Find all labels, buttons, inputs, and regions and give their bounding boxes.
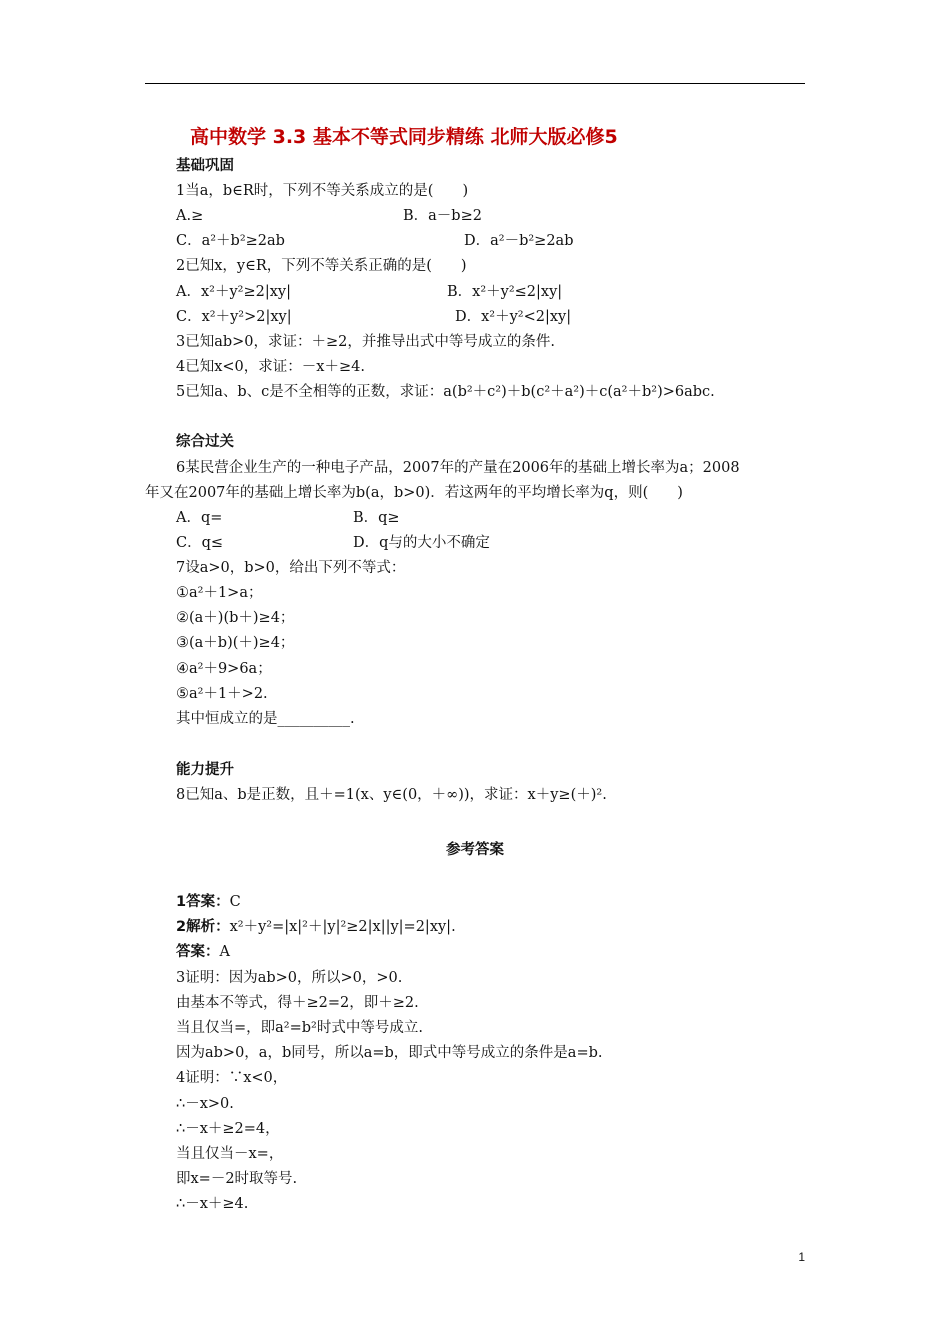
answer-2-result-value: A (219, 944, 230, 960)
question-7-blank: 其中恒成立的是__________. (176, 711, 355, 727)
question-1: 1当a，b∈R时，下列不等关系成立的是( ) (176, 183, 469, 199)
answer-3-line-1: 3证明：因为ab>0，所以>0，>0. (176, 970, 403, 986)
question-2-option-d: D．x²＋y²<2|xy| (455, 309, 572, 325)
question-1-option-d: D．a²－b²≥2ab (464, 233, 574, 249)
answer-4-line-5: 即x=－2时取等号. (176, 1171, 298, 1187)
answer-4-line-4: 当且仅当－x=， (176, 1146, 284, 1162)
question-7-item-5: ⑤a²＋1＋>2. (176, 686, 268, 702)
document-title: 高中数学 3.3 基本不等式同步精练 北师大版必修5 (190, 126, 618, 148)
answer-2-result-label: 答案： (176, 944, 220, 960)
question-3: 3已知ab>0，求证：＋≥2，并推导出式中等号成立的条件. (176, 334, 556, 350)
answer-1-value: C (229, 894, 241, 910)
question-5: 5已知a、b、c是不全相等的正数，求证：a(b²＋c²)＋b(c²＋a²)＋c(a²＋b²)>6abc. (176, 384, 715, 400)
question-2-option-c: C．x²＋y²>2|xy| (176, 309, 292, 325)
question-6-option-b: B．q≥ (353, 510, 400, 526)
question-7-item-4: ④a²＋9>6a； (176, 661, 272, 677)
answer-1-label: 1答案： (176, 894, 230, 910)
question-2: 2已知x，y∈R，下列不等关系正确的是( ) (176, 258, 467, 274)
answers-heading: 参考答案 (446, 842, 504, 858)
question-6-option-a: A．q= (176, 510, 223, 526)
answer-2-label: 2解析： (176, 919, 230, 935)
answer-3-line-4: 因为ab>0，a，b同号，所以a=b，即式中等号成立的条件是a=b. (176, 1045, 603, 1061)
header-rule (145, 83, 805, 84)
question-1-option-a: A.≥ (176, 208, 204, 224)
question-1-option-c: C．a²＋b²≥2ab (176, 233, 285, 249)
question-2-option-a: A．x²＋y²≥2|xy| (176, 284, 291, 300)
answer-1 (176, 892, 241, 912)
question-7: 7设a>0，b>0，给出下列不等式： (176, 560, 406, 576)
answer-3-line-3: 当且仅当=，即a²=b²时式中等号成立. (176, 1020, 423, 1036)
answer-2-value: x²＋y²=|x|²＋|y|²≥2|x||y|=2|xy|. (229, 919, 456, 935)
answer-4-line-6: ∴－x＋≥4. (176, 1196, 249, 1212)
question-6-option-d: D．q与的大小不确定 (353, 535, 490, 551)
question-7-item-2: ②(a＋)(b＋)≥4； (176, 610, 295, 626)
section-comprehensive: 综合过关 (176, 434, 234, 450)
question-4: 4已知x<0，求证：－x＋≥4. (176, 359, 365, 375)
answer-4-line-1: 4证明：∵x<0， (176, 1070, 288, 1086)
answer-3-line-2: 由基本不等式，得＋≥2=2，即＋≥2. (176, 995, 419, 1011)
question-6-line-1: 6某民营企业生产的一种电子产品，2007年的产量在2006年的基础上增长率为a；2008 (176, 460, 740, 476)
answer-4-line-3: ∴－x＋≥2=4， (176, 1121, 280, 1137)
answer-2-result (176, 942, 230, 962)
section-basic: 基础巩固 (176, 158, 234, 174)
question-7-item-1: ①a²＋1>a； (176, 585, 263, 601)
question-6-option-c: C．q≤ (176, 535, 224, 551)
question-8: 8已知a、b是正数，且＋=1(x、y∈(0，＋∞))，求证：x＋y≥(＋)². (176, 787, 607, 803)
question-7-item-3: ③(a＋b)(＋)≥4； (176, 635, 295, 651)
section-ability: 能力提升 (176, 762, 234, 778)
question-1-option-b: B．a－b≥2 (403, 208, 482, 224)
answer-4-line-2: ∴－x>0. (176, 1096, 234, 1112)
answer-2 (176, 917, 456, 937)
question-6-line-2: 年又在2007年的基础上增长率为b(a，b>0)．若这两年的平均增长率为q，则( ) (145, 485, 683, 501)
question-2-option-b: B．x²＋y²≤2|xy| (447, 284, 563, 300)
page-number: 1 (798, 1250, 805, 1264)
